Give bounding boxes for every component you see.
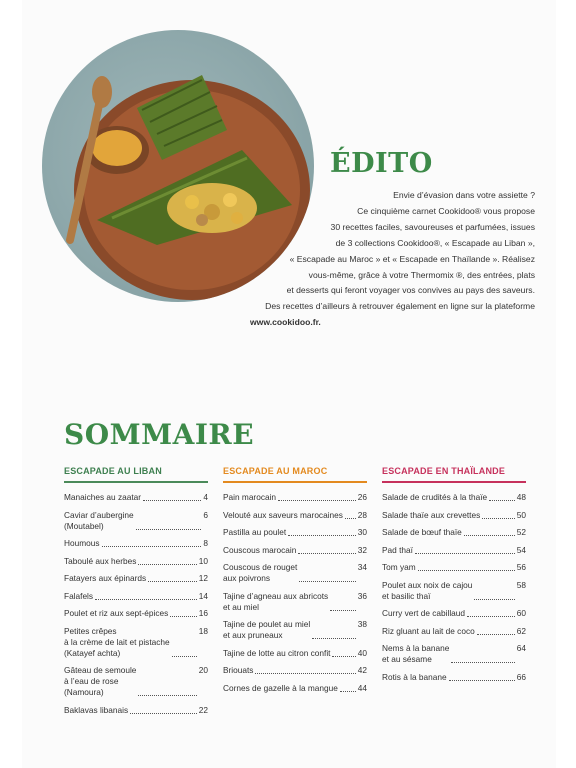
dot-leader xyxy=(278,492,356,501)
recipe-entry[interactable] xyxy=(223,562,367,584)
dot-leader xyxy=(332,648,355,657)
recipe-entry[interactable] xyxy=(223,545,367,556)
dot-leader xyxy=(130,705,197,714)
page-number: 50 xyxy=(516,509,526,520)
dot-leader xyxy=(95,591,197,600)
page-number: 52 xyxy=(516,527,526,537)
dot-leader xyxy=(148,573,197,582)
recipe-entry[interactable] xyxy=(64,608,208,619)
recipe-name: Rotis à la banane xyxy=(382,671,447,682)
recipe-name: Riz gluant au lait de coco xyxy=(382,625,475,636)
edito-line: Ce cinquième carnet Cookidoo® vous propose xyxy=(357,205,535,216)
page-number: 14 xyxy=(198,590,208,601)
recipe-name: Salade de crudités à la thaïe xyxy=(382,492,488,502)
recipe-name: Velouté aux saveurs marocaines xyxy=(223,509,343,520)
recipe-name: Manaiches au zaatar xyxy=(64,492,142,502)
edito-line: 30 recettes faciles, savoureuses et parfumées, issues xyxy=(330,221,535,232)
dot-leader xyxy=(136,510,202,530)
recipe-entry[interactable] xyxy=(382,510,526,521)
dot-leader xyxy=(298,545,355,554)
page-number: 22 xyxy=(198,704,208,715)
dot-leader xyxy=(143,492,201,501)
recipe-name: Baklavas libanais xyxy=(64,704,129,715)
page-number: 42 xyxy=(357,665,367,675)
recipe-name: Pain marocain xyxy=(223,492,277,502)
page-number: 6 xyxy=(203,509,208,520)
page-number: 30 xyxy=(357,527,367,537)
recipe-name: Curry vert de cabillaud xyxy=(382,608,466,618)
page-number: 16 xyxy=(198,608,208,618)
dot-leader xyxy=(474,580,514,600)
recipe-name: Poulet aux noix de cajou et basilic thaï xyxy=(382,579,473,601)
recipe-name: Briouats xyxy=(223,665,254,675)
recipe-name: Tajine d’agneau aux abricots et au miel xyxy=(223,590,329,612)
dot-leader xyxy=(330,591,356,611)
dot-leader xyxy=(102,538,202,547)
recipe-entry[interactable] xyxy=(223,619,367,641)
recipe-entry[interactable] xyxy=(64,626,208,659)
recipe-name: Gâteau de semoule à l’eau de rose (Namoura) xyxy=(64,665,137,697)
recipe-name: Falafels xyxy=(64,590,94,601)
recipe-name: Tom yam xyxy=(382,562,416,572)
page-number: 20 xyxy=(198,665,208,675)
section-heading: ESCAPADE AU MAROC xyxy=(223,466,367,483)
recipe-entry[interactable] xyxy=(223,492,367,503)
dot-leader xyxy=(340,683,356,692)
recipe-entry[interactable] xyxy=(64,538,208,549)
page-number: 56 xyxy=(516,562,526,572)
section-liban xyxy=(64,466,208,722)
recipe-entry[interactable] xyxy=(382,545,526,556)
recipe-name: Houmous xyxy=(64,538,100,548)
recipe-name: Caviar d’aubergine (Moutabel) xyxy=(64,509,134,531)
recipe-name: Pastilla au poulet xyxy=(223,527,287,537)
dot-leader xyxy=(138,665,196,696)
recipe-name: Couscous marocain xyxy=(223,544,297,555)
page-number: 36 xyxy=(357,590,367,601)
dot-leader xyxy=(489,492,515,501)
recipe-entry[interactable] xyxy=(223,665,367,676)
edito-line: « Escapade au Maroc » et « Escapade en Thaïlande ». Réalisez xyxy=(289,253,535,264)
dot-leader xyxy=(467,608,515,617)
recipe-entry[interactable] xyxy=(64,665,208,698)
page-number: 18 xyxy=(198,625,208,636)
dot-leader xyxy=(138,556,196,565)
recipe-name: Fatayers aux épinards xyxy=(64,573,147,583)
recipe-name: Salade thaïe aux crevettes xyxy=(382,509,481,520)
page-number: 64 xyxy=(516,643,526,653)
section-heading: ESCAPADE AU LIBAN xyxy=(64,466,208,483)
recipe-name: Cornes de gazelle à la mangue xyxy=(223,682,338,693)
recipe-list xyxy=(64,492,208,716)
section-maroc xyxy=(223,466,367,700)
page-number: 58 xyxy=(516,579,526,590)
recipe-entry[interactable] xyxy=(223,510,367,521)
dot-leader xyxy=(288,527,356,536)
dot-leader xyxy=(477,626,515,635)
recipe-name: Tajine de poulet au miel et aux pruneaux xyxy=(223,619,311,640)
dot-leader xyxy=(415,545,515,554)
section-thailande xyxy=(382,466,526,689)
dot-leader xyxy=(449,672,515,681)
edito-paragraph xyxy=(250,188,535,331)
page-number: 26 xyxy=(357,492,367,502)
recipe-entry[interactable] xyxy=(382,580,526,602)
dot-leader xyxy=(299,562,356,582)
section-heading: ESCAPADE EN THAÏLANDE xyxy=(382,466,526,483)
recipe-list xyxy=(382,492,526,683)
edito-title: ÉDITO xyxy=(330,148,433,179)
dot-leader xyxy=(345,510,356,519)
sommaire-title: SOMMAIRE xyxy=(64,418,255,451)
recipe-entry[interactable] xyxy=(223,591,367,613)
edito-line: Envie d’évasion dans votre assiette ? xyxy=(393,190,535,200)
recipe-name: Tajine de lotte au citron confit xyxy=(223,647,331,658)
recipe-list xyxy=(223,492,367,694)
page-number: 12 xyxy=(198,573,208,583)
edito-line: de 3 collections Cookidoo®, « Escapade au Liban », xyxy=(335,237,535,248)
page-number: 66 xyxy=(516,671,526,682)
dot-leader xyxy=(482,510,515,519)
recipe-entry[interactable] xyxy=(64,556,208,567)
recipe-name: Nems à la banane et au sésame xyxy=(382,643,450,664)
dot-leader xyxy=(172,626,197,657)
recipe-entry[interactable] xyxy=(64,591,208,602)
page-number: 8 xyxy=(203,538,208,548)
page-number: 10 xyxy=(198,555,208,566)
recipe-entry[interactable] xyxy=(382,492,526,503)
recipe-entry[interactable] xyxy=(382,643,526,665)
recipe-entry[interactable] xyxy=(64,492,208,503)
page-number: 4 xyxy=(203,492,208,502)
recipe-entry[interactable] xyxy=(223,683,367,694)
page-number: 60 xyxy=(516,608,526,618)
edito-line: et desserts qui feront voyager vos convives au pays des saveurs. xyxy=(286,285,535,296)
recipe-name: Petites crêpes à la crème de lait et pistache (Katayef achta) xyxy=(64,625,170,658)
page-number: 40 xyxy=(357,647,367,658)
recipe-name: Pad thaï xyxy=(382,544,413,555)
recipe-entry[interactable] xyxy=(382,527,526,538)
dot-leader xyxy=(312,619,356,639)
dot-leader xyxy=(170,608,197,617)
page-number: 54 xyxy=(516,544,526,555)
dot-leader xyxy=(451,643,514,663)
page-number: 44 xyxy=(357,682,367,693)
page-number: 48 xyxy=(516,492,526,502)
dot-leader xyxy=(464,527,515,536)
page-number: 38 xyxy=(357,619,367,629)
page-number: 32 xyxy=(357,544,367,555)
page-number: 62 xyxy=(516,625,526,636)
recipe-entry[interactable] xyxy=(382,608,526,619)
cookidoo-link[interactable]: www.cookidoo.fr. xyxy=(250,317,321,328)
recipe-entry[interactable] xyxy=(382,626,526,637)
page-number: 28 xyxy=(357,509,367,520)
recipe-name: Poulet et riz aux sept-épices xyxy=(64,608,169,618)
dot-leader xyxy=(418,562,515,571)
recipe-name: Salade de bœuf thaïe xyxy=(382,527,462,537)
recipe-name: Taboulé aux herbes xyxy=(64,555,137,566)
recipe-entry[interactable] xyxy=(382,672,526,683)
recipe-name: Couscous de rouget aux poivrons xyxy=(223,562,298,583)
page-number: 34 xyxy=(357,562,367,572)
dot-leader xyxy=(255,665,355,674)
recipe-entry[interactable] xyxy=(64,573,208,584)
edito-line: Des recettes d’ailleurs à retrouver également en ligne sur la plateforme xyxy=(265,301,535,312)
recipe-entry[interactable] xyxy=(382,562,526,573)
recipe-entry[interactable] xyxy=(64,510,208,532)
recipe-entry[interactable] xyxy=(64,705,208,716)
recipe-entry[interactable] xyxy=(223,648,367,659)
recipe-entry[interactable] xyxy=(223,527,367,538)
edito-line: vous-même, grâce à votre Thermomix ®, des entrées, plats xyxy=(308,269,535,280)
